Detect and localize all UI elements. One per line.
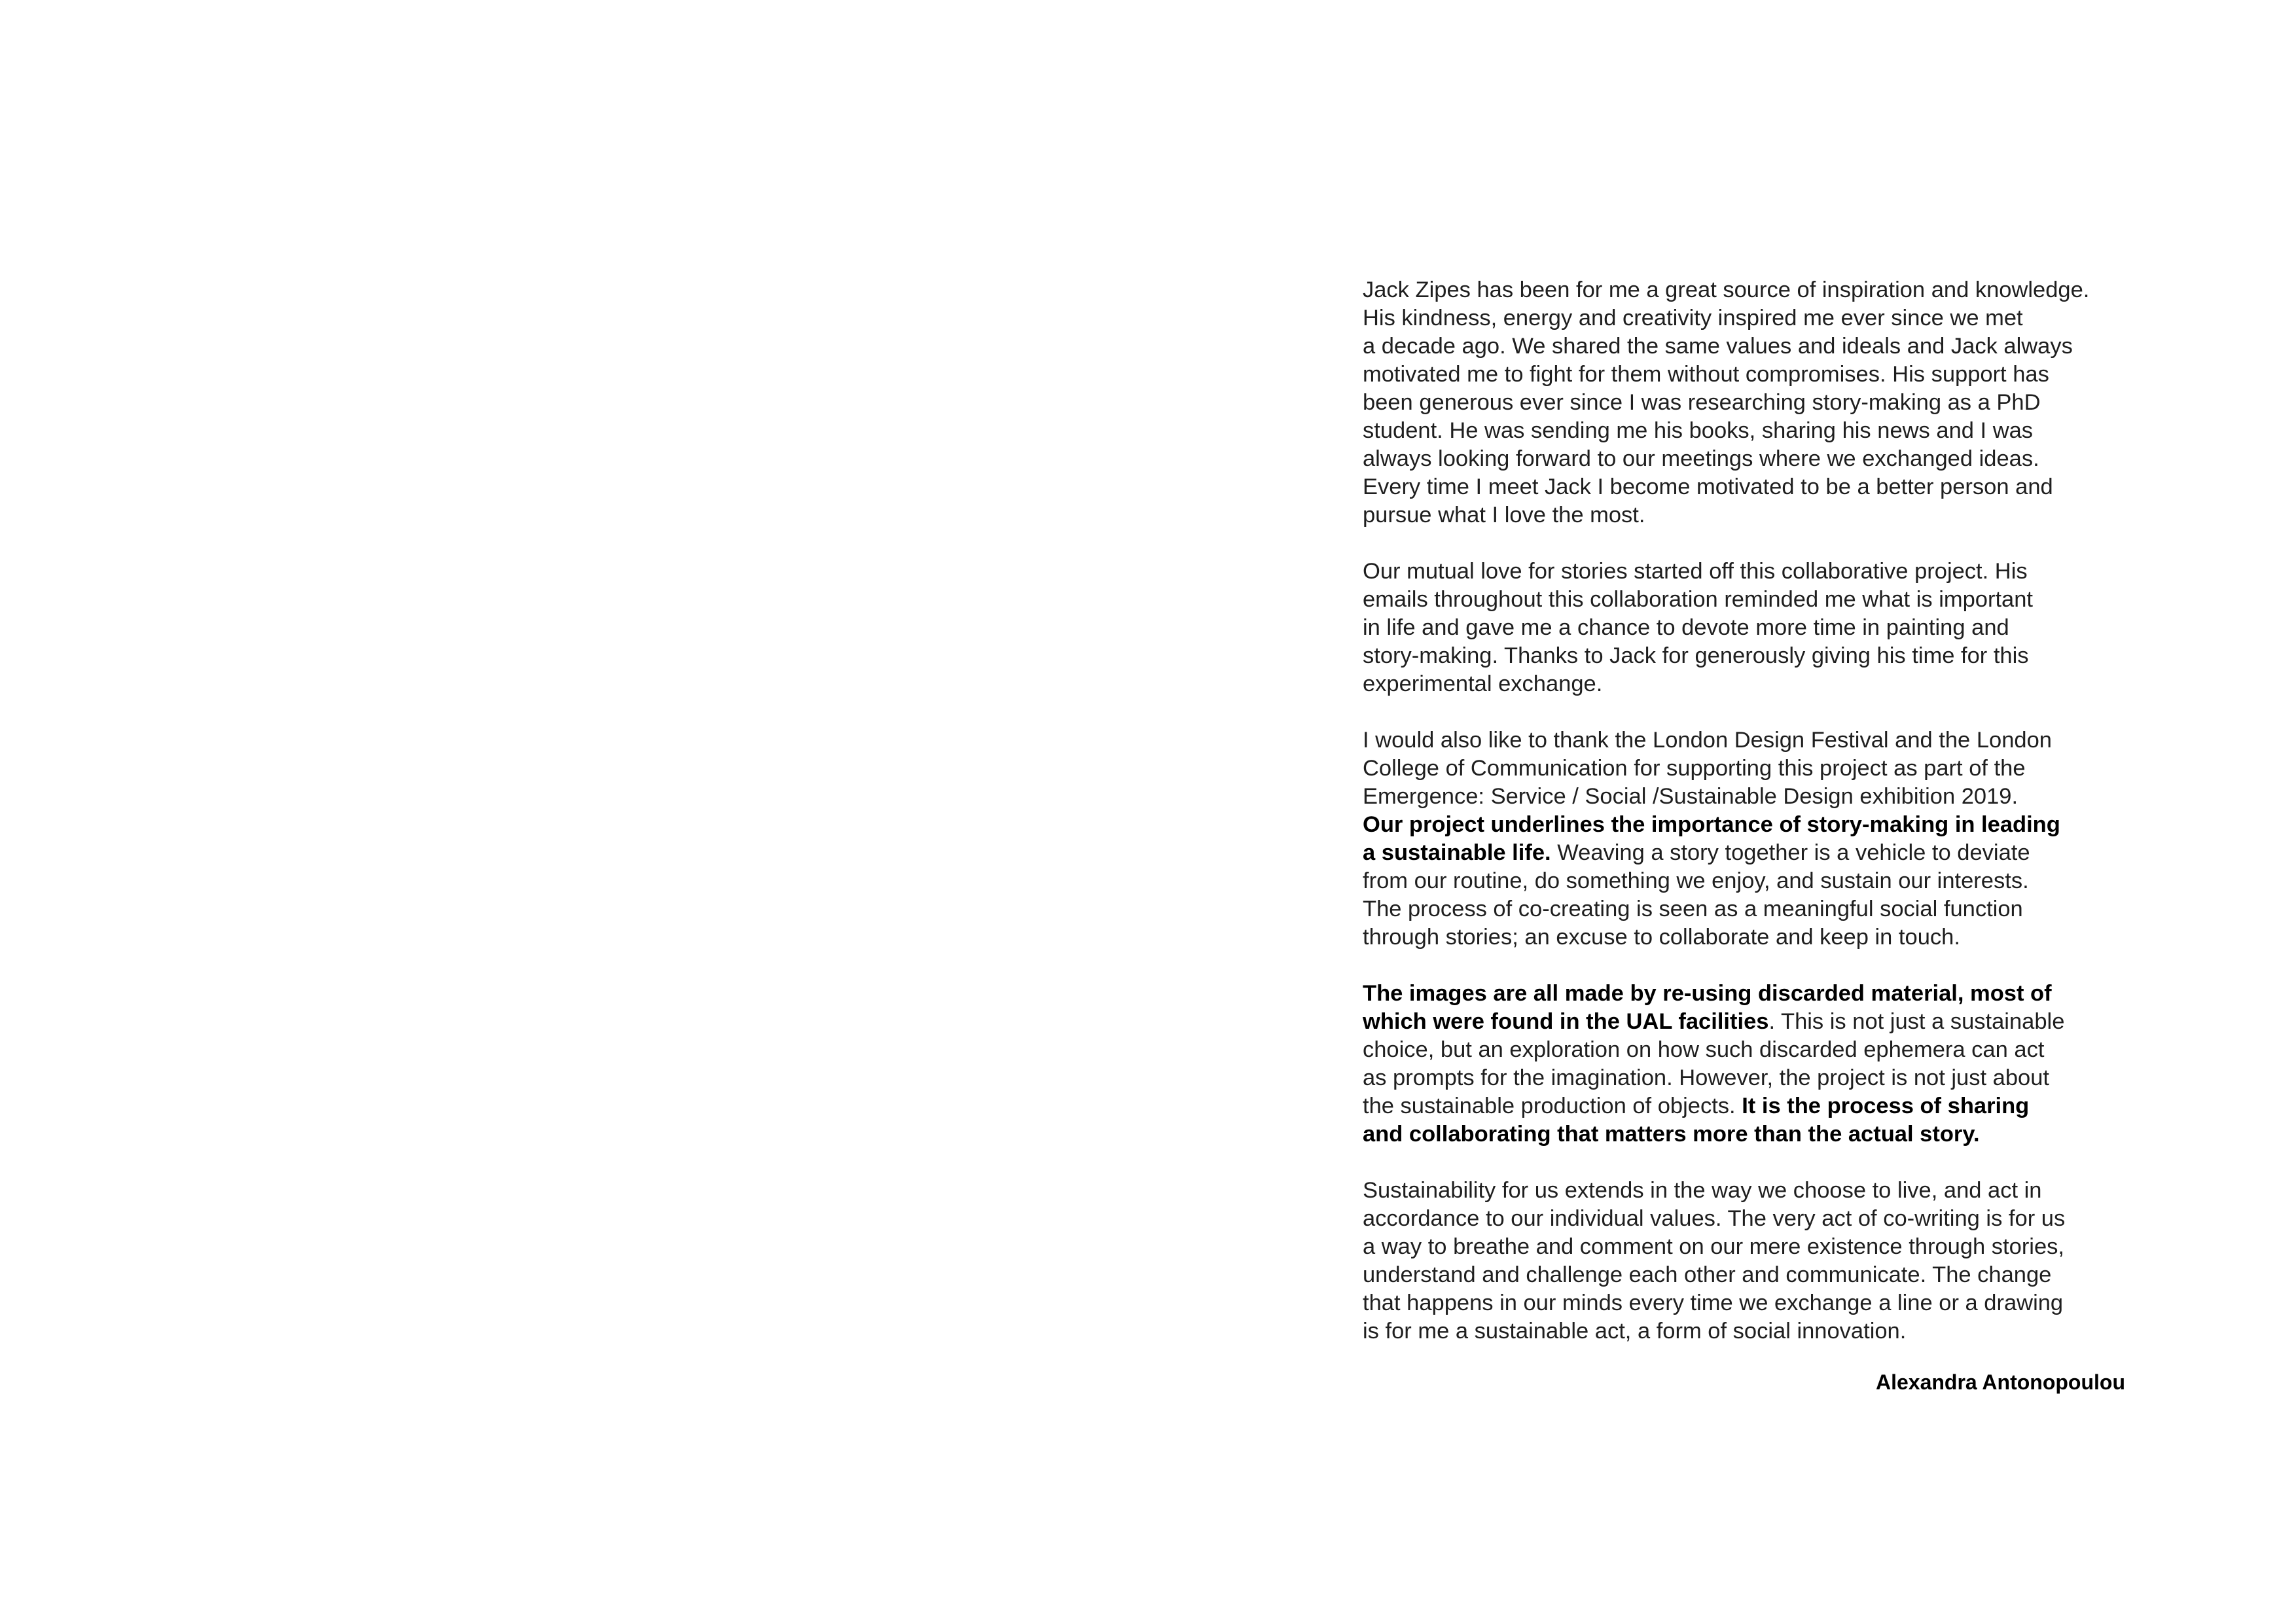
text-segment: motivated me to fight for them without compromises. His support has xyxy=(1363,362,2049,387)
text-segment: the sustainable production of objects. xyxy=(1363,1094,1742,1118)
text-segment: always looking forward to our meetings where we exchanged ideas. xyxy=(1363,446,2039,471)
text-line xyxy=(1363,501,2174,529)
text-segment: a way to breathe and comment on our mere existence through stories, xyxy=(1363,1234,2064,1259)
text-segment: . This is not just a sustainable xyxy=(1768,1009,2065,1034)
text-line xyxy=(1363,783,2174,811)
text-segment: as prompts for the imagination. However, the project is not just about xyxy=(1363,1065,2049,1090)
bold-text-segment: which were found in the UAL facilities xyxy=(1363,1009,1769,1034)
text-segment: accordance to our individual values. The very act of co-writing is for us xyxy=(1363,1206,2066,1231)
text-line xyxy=(1363,1092,2174,1120)
text-line xyxy=(1363,558,2174,586)
text-segment: in life and gave me a chance to devote more time in painting and xyxy=(1363,615,2009,640)
text-segment: The process of co-creating is seen as a meaningful social function xyxy=(1363,897,2023,921)
acknowledgements-text xyxy=(1363,276,2174,1346)
text-segment: Every time I meet Jack I become motivated to be a better person and xyxy=(1363,474,2053,499)
text-line xyxy=(1363,1177,2174,1205)
text-segment: emails throughout this collaboration reminded me what is important xyxy=(1363,587,2034,612)
text-line xyxy=(1363,923,2174,952)
text-line xyxy=(1363,1008,2174,1036)
text-line xyxy=(1363,1120,2174,1149)
text-segment: I would also like to thank the London Design Festival and the London xyxy=(1363,728,2052,753)
bold-text-segment: The images are all made by re-using discarded material, most of xyxy=(1363,981,2052,1006)
text-line xyxy=(1363,276,2174,304)
text-line xyxy=(1363,1064,2174,1092)
text-line xyxy=(1363,445,2174,473)
text-segment: a decade ago. We shared the same values and ideals and Jack always xyxy=(1363,334,2073,359)
text-line xyxy=(1363,867,2174,895)
text-segment: been generous ever since I was researching story-making as a PhD xyxy=(1363,390,2041,415)
text-segment: Weaving a story together is a vehicle to deviate xyxy=(1551,840,2030,865)
paragraph-gap xyxy=(1363,529,2174,558)
text-segment: pursue what I love the most. xyxy=(1363,503,1645,527)
text-segment: His kindness, energy and creativity inspired me ever since we met xyxy=(1363,306,2023,330)
text-line xyxy=(1363,1036,2174,1064)
text-segment: story-making. Thanks to Jack for generously giving his time for this xyxy=(1363,643,2029,668)
text-line xyxy=(1363,839,2174,867)
paragraph-gap xyxy=(1363,952,2174,980)
text-line xyxy=(1363,304,2174,332)
text-segment: Sustainability for us extends in the way we choose to live, and act in xyxy=(1363,1178,2042,1203)
text-segment: Jack Zipes has been for me a great source of inspiration and knowledge. xyxy=(1363,277,2090,302)
author-signature: Alexandra Antonopoulou xyxy=(1875,1370,2125,1394)
bold-text-segment: and collaborating that matters more than the actual story. xyxy=(1363,1122,1980,1147)
text-line xyxy=(1363,895,2174,923)
text-line xyxy=(1363,1261,2174,1289)
text-segment: experimental exchange. xyxy=(1363,671,1603,696)
text-line xyxy=(1363,389,2174,417)
text-segment: Our mutual love for stories started off this collaborative project. His xyxy=(1363,559,2028,584)
bold-text-segment: It is the process of sharing xyxy=(1742,1094,2030,1118)
text-segment: from our routine, do something we enjoy, and sustain our interests. xyxy=(1363,868,2029,893)
text-line xyxy=(1363,670,2174,698)
text-line xyxy=(1363,1317,2174,1346)
text-line xyxy=(1363,1205,2174,1233)
text-segment: Emergence: Service / Social /Sustainable Design exhibition 2019. xyxy=(1363,784,2018,809)
bold-text-segment: Our project underlines the importance of story-making in leading xyxy=(1363,812,2060,837)
text-line xyxy=(1363,417,2174,445)
text-line xyxy=(1363,473,2174,501)
text-line xyxy=(1363,361,2174,389)
text-line xyxy=(1363,980,2174,1008)
text-line xyxy=(1363,332,2174,361)
text-line xyxy=(1363,726,2174,755)
text-segment: is for me a sustainable act, a form of social innovation. xyxy=(1363,1319,1907,1344)
text-line xyxy=(1363,1289,2174,1317)
paragraph-gap xyxy=(1363,698,2174,726)
text-segment: College of Communication for supporting this project as part of the xyxy=(1363,756,2026,781)
bold-text-segment: a sustainable life. xyxy=(1363,840,1551,865)
right-page xyxy=(1148,0,2296,1623)
text-segment: choice, but an exploration on how such discarded ephemera can act xyxy=(1363,1037,2045,1062)
text-segment: understand and challenge each other and communicate. The change xyxy=(1363,1262,2052,1287)
text-line xyxy=(1363,811,2174,839)
text-line xyxy=(1363,586,2174,614)
paragraph-gap xyxy=(1363,1149,2174,1177)
text-line xyxy=(1363,755,2174,783)
text-line xyxy=(1363,642,2174,670)
text-line xyxy=(1363,1233,2174,1261)
text-line xyxy=(1363,614,2174,642)
text-segment: through stories; an excuse to collaborate and keep in touch. xyxy=(1363,925,1960,950)
text-segment: that happens in our minds every time we exchange a line or a drawing xyxy=(1363,1291,2064,1315)
text-segment: student. He was sending me his books, sharing his news and I was xyxy=(1363,418,2034,443)
